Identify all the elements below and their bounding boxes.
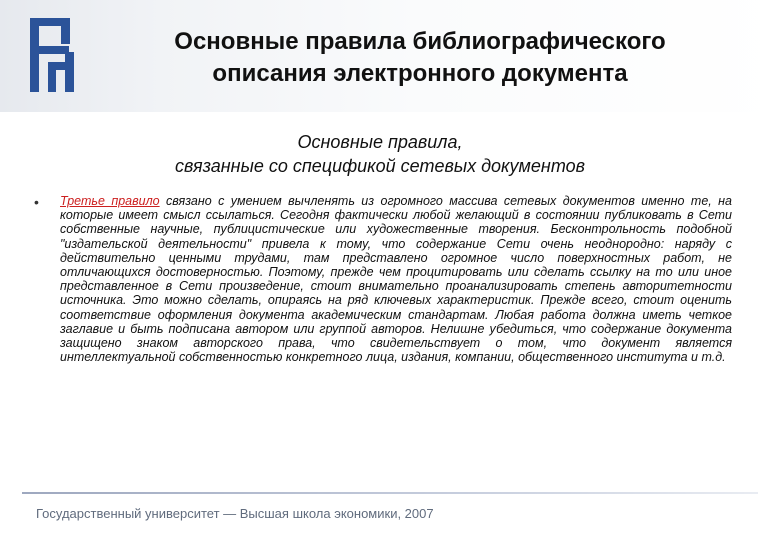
subtitle-line-2: связанные со спецификой сетевых документов: [174, 156, 586, 176]
hse-logo-icon: [28, 14, 84, 96]
title-line-1: Основные правила библиографического: [174, 28, 666, 55]
subtitle-line-1: Основные правила,: [297, 132, 463, 152]
footer-divider: [22, 492, 758, 494]
slide-header: [0, 0, 780, 112]
paragraph-text: связано с умением вычленять из огромного массива сетевых документов именно те, на которые имеет смысл ссылаться. Сегодня фактически любой желающий в состоянии публиковать в Сети собственные научные, публицистические или художественные творения. Бесконтрольность подобной "издательской деятельности" привела к тому, что содержание Сети очень неоднородно: наряду с действительно ценными трудами, там представлено огромное число поверхностных работ, не отличающихся достоверностью. Поэтому, прежде чем процитировать или сделать ссылку на то или иное представленное в Сети произведение, стоит внимательно проанализировать степень авторитетности источника. Это можно сделать, опираясь на ряд ключевых характеристик. Прежде всего, стоит оценить соответствие оформления документа академическим стандартам. Любая работа должна иметь четкое заглавие и быть подписана автором или группой авторов. Нелишне убедиться, что содержание документа защищено знаком авторского права, что свидетельствует о том, что документ является интеллектуальной собственностью конкретного лица, издания, компании, общественного института и т.д.: [60, 194, 732, 365]
slide-title: [110, 26, 730, 90]
footer-text: Государственный университет — Высшая школа экономики, 2007: [36, 506, 434, 521]
rule-label: Третье правило: [60, 194, 160, 208]
title-line-2: описания электронного документа: [212, 60, 628, 87]
body-paragraph: [60, 194, 732, 364]
bullet-icon: •: [34, 194, 39, 210]
section-subtitle: [60, 130, 700, 178]
